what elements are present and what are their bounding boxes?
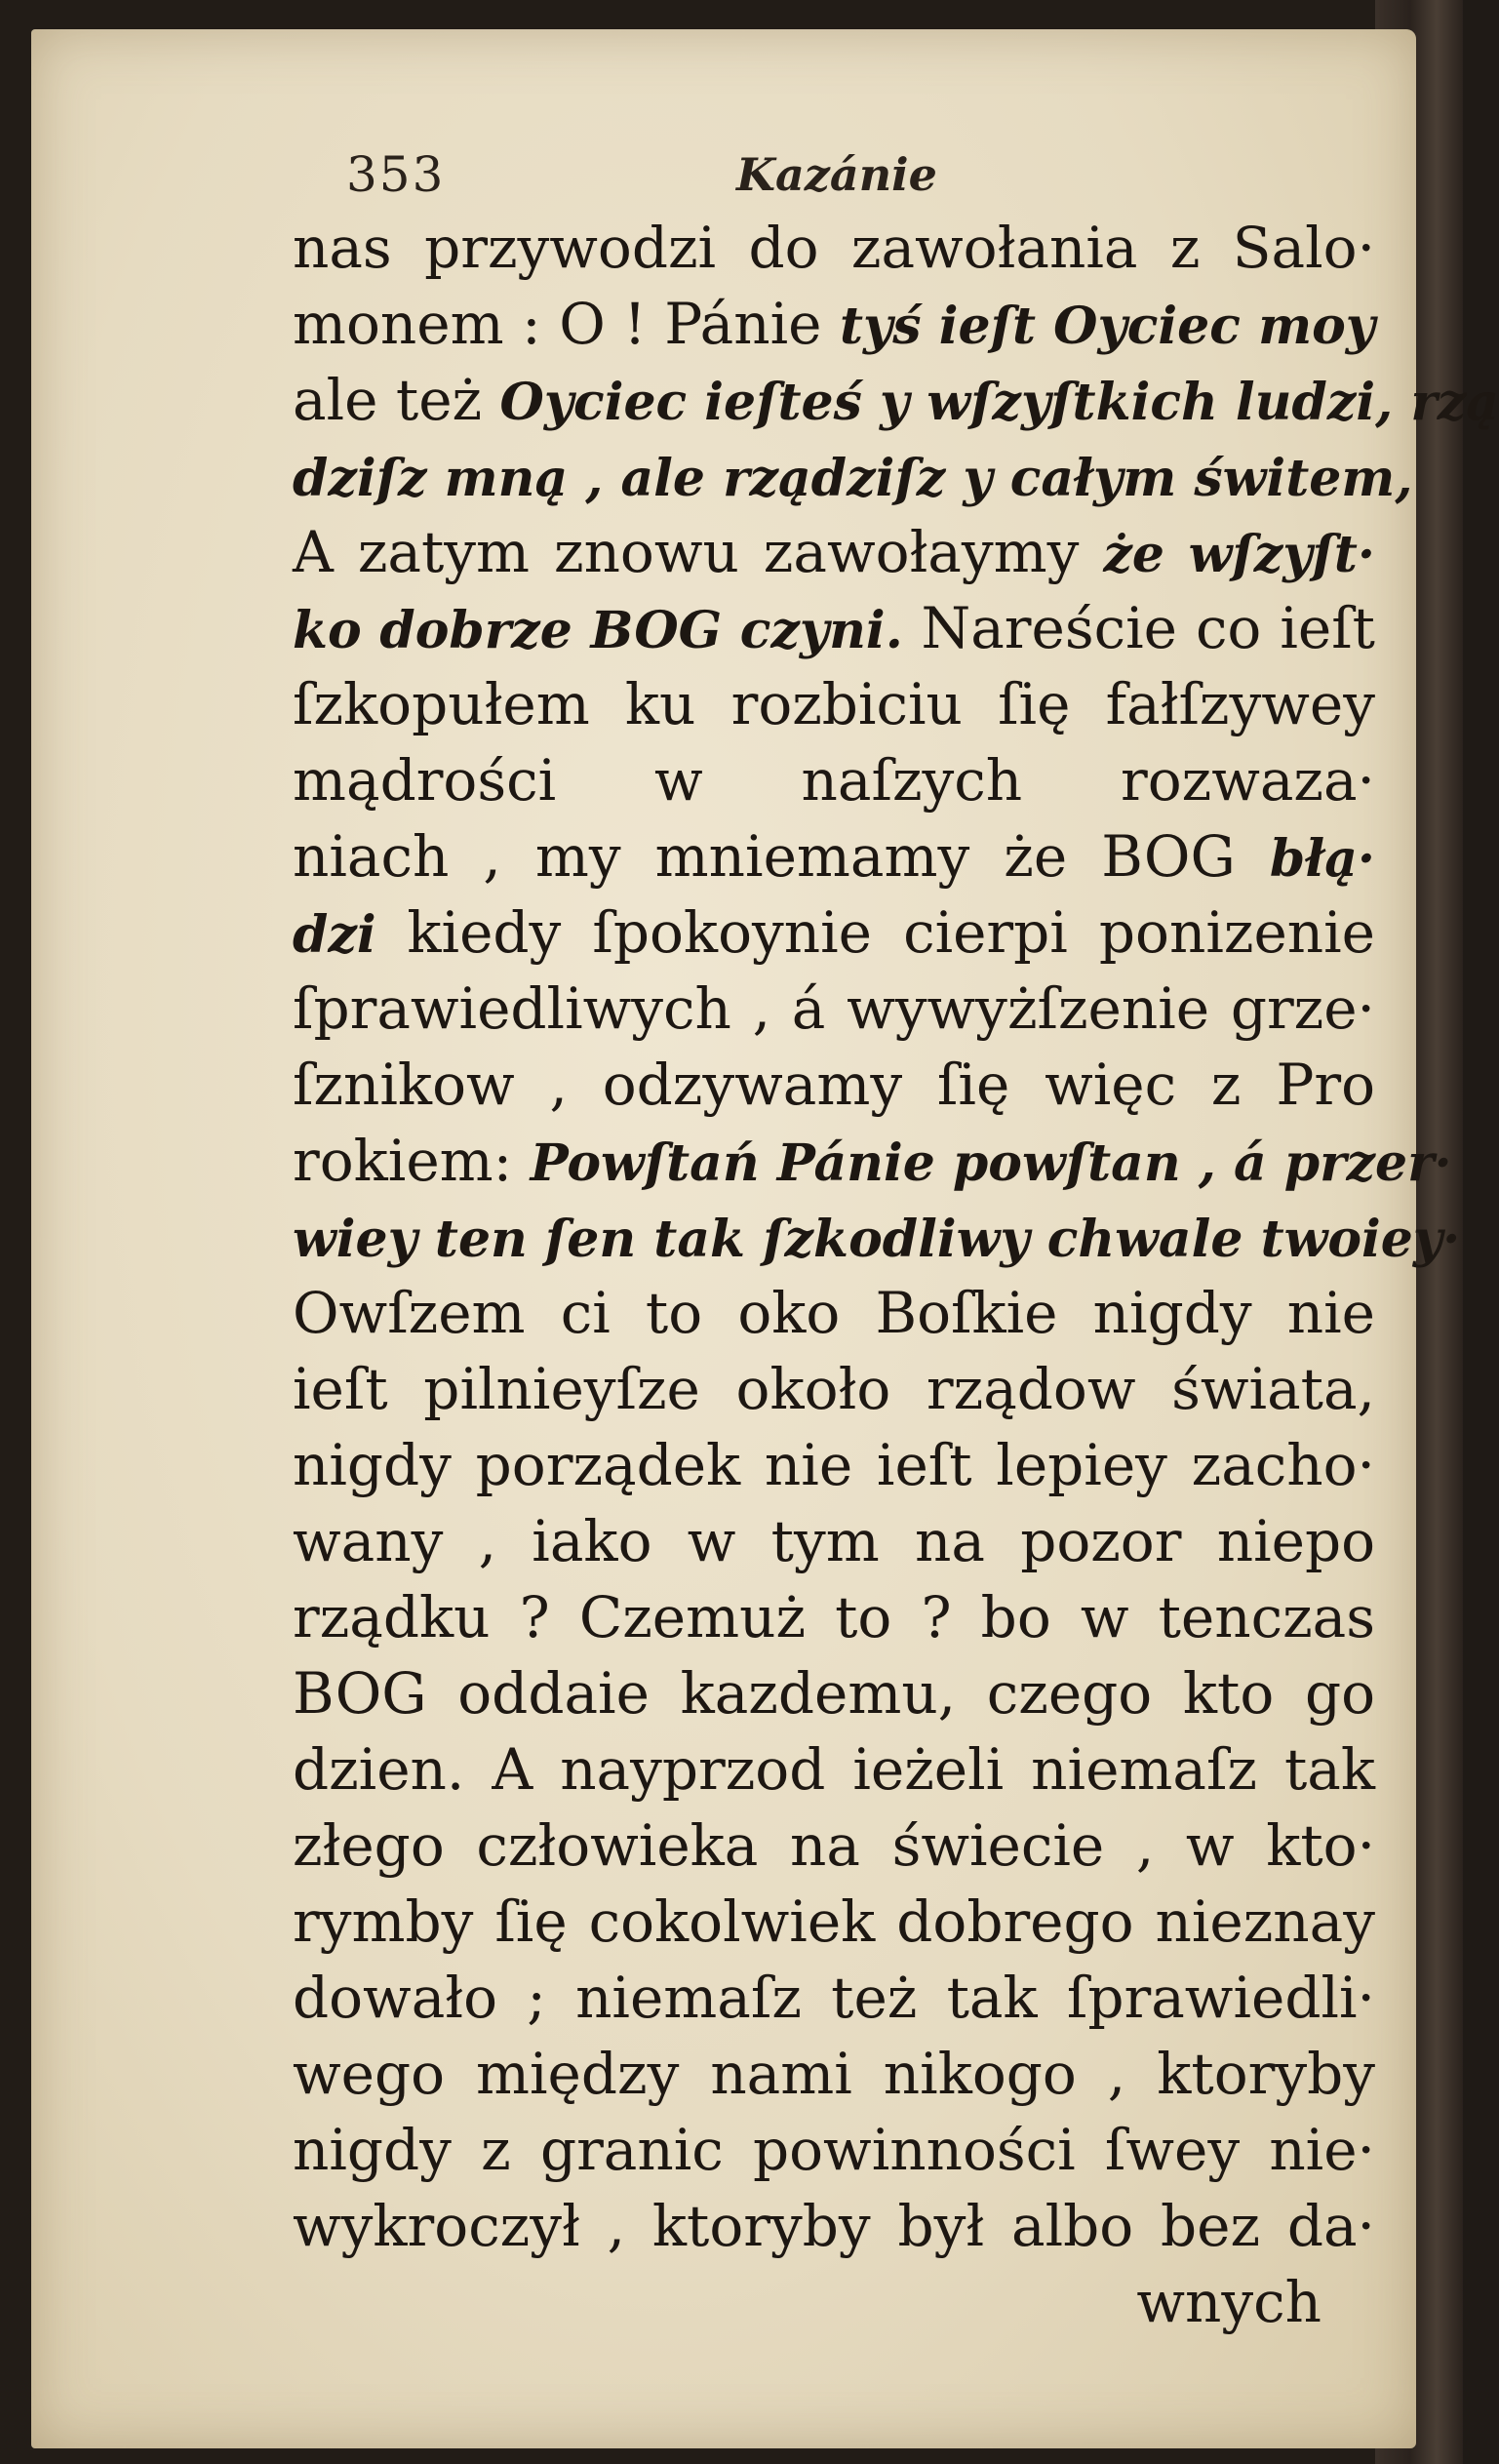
roman-segment: nigdy z granic powinności ſwey nie·	[293, 2117, 1375, 2183]
text-line	[293, 2036, 1375, 2112]
italic-segment: wiey ten ſen tak ſzkodliwy chwale twoiey·	[293, 1210, 1461, 1269]
text-line	[293, 590, 1375, 666]
text-line	[293, 514, 1375, 590]
roman-segment: ſprawiedliwych , á wywyżſzenie grze·	[293, 975, 1375, 1042]
text-line	[293, 1123, 1452, 1199]
roman-segment: ieſt pilnieyſze około rządow świata,	[293, 1356, 1375, 1422]
text-line	[293, 742, 1375, 818]
text-line	[293, 2112, 1375, 2188]
text-line	[293, 1427, 1375, 1503]
italic-segment: tyś ieſt Oyciec moy	[840, 297, 1375, 356]
roman-segment: monem : O ! Pánie	[293, 291, 840, 357]
text-line	[293, 1503, 1375, 1579]
text-line	[293, 1047, 1375, 1123]
text-line	[293, 1884, 1375, 1960]
italic-segment: dziſz mną , ale rządziſz y całym świtem,	[293, 449, 1413, 508]
text-line	[293, 286, 1375, 362]
roman-segment: ale też	[293, 367, 500, 433]
text-line	[293, 1275, 1375, 1351]
roman-segment: złego człowieka na świecie , w kto·	[293, 1812, 1375, 1879]
text-line	[293, 1351, 1375, 1427]
roman-segment: mądrości w naſzych rozwaza·	[293, 747, 1375, 814]
roman-segment: nas przywodzi do zawołania z Salo·	[293, 215, 1375, 281]
roman-segment: wany , iako w tym na pozor niepo	[293, 1508, 1375, 1574]
roman-segment: niach , my mniemamy że BOG	[293, 823, 1270, 890]
text-line	[293, 894, 1375, 971]
text-line	[293, 1808, 1375, 1884]
roman-segment: Owſzem ci to oko Boſkie nigdy nie	[293, 1280, 1375, 1346]
text-line	[293, 362, 1499, 438]
roman-segment: rymby ſię cokolwiek dobrego nieznay	[293, 1888, 1375, 1955]
running-title: Kazánie	[736, 148, 937, 201]
italic-segment: Powſtań Pánie powſtan , á przer·	[530, 1133, 1452, 1193]
italic-segment: że wſzyſt·	[1103, 525, 1375, 584]
roman-segment: dowało ; niemaſz też tak ſprawiedli·	[293, 1965, 1375, 2031]
text-line	[293, 1731, 1375, 1808]
roman-segment: kiedy ſpokoynie cierpi ponizenie	[407, 899, 1375, 966]
roman-segment: A zatym znowu zawołaymy	[293, 519, 1104, 585]
roman-segment: Nareście co ieſt	[921, 595, 1375, 661]
italic-segment: Oyciec ieſteś y wſzyſtkich ludzi, rzą	[499, 373, 1499, 432]
text-line	[293, 818, 1375, 894]
body-text	[293, 210, 1499, 2340]
roman-segment: dzien. A nayprzod ieżeli niemaſz tak	[293, 1736, 1375, 1803]
roman-segment: wykroczył , ktoryby był albo bez da·	[293, 2193, 1375, 2259]
text-line	[293, 971, 1375, 1047]
roman-segment: nigdy porządek nie ieſt lepiey zacho·	[293, 1432, 1375, 1498]
text-line	[293, 666, 1375, 742]
text-line	[293, 1199, 1461, 1275]
text-line	[293, 1655, 1375, 1731]
page-number: 353	[346, 146, 446, 203]
text-line	[293, 1579, 1375, 1655]
italic-segment: dzi	[293, 905, 408, 965]
roman-segment: rokiem:	[293, 1128, 531, 1194]
roman-segment: ſzkopułem ku rozbiciu ſię fałſzywey	[293, 671, 1375, 737]
text-line	[293, 438, 1413, 514]
page-header	[346, 146, 980, 215]
text-line	[293, 2264, 1375, 2340]
roman-segment: BOG oddaie kazdemu, czego kto go	[293, 1660, 1375, 1727]
roman-segment: rządku ? Czemuż to ? bo w tenczas	[293, 1584, 1375, 1650]
roman-segment: wego między nami nikogo , ktoryby	[293, 2041, 1375, 2107]
italic-segment: błą·	[1269, 829, 1375, 889]
italic-segment: ko dobrze BOG czyni.	[293, 601, 922, 660]
roman-segment: ſznikow , odzywamy ſię więc z Pro	[293, 1052, 1375, 1118]
roman-segment: wnych	[1136, 2269, 1321, 2335]
text-line	[293, 210, 1375, 286]
text-line	[293, 1960, 1375, 2036]
text-line	[293, 2188, 1375, 2264]
